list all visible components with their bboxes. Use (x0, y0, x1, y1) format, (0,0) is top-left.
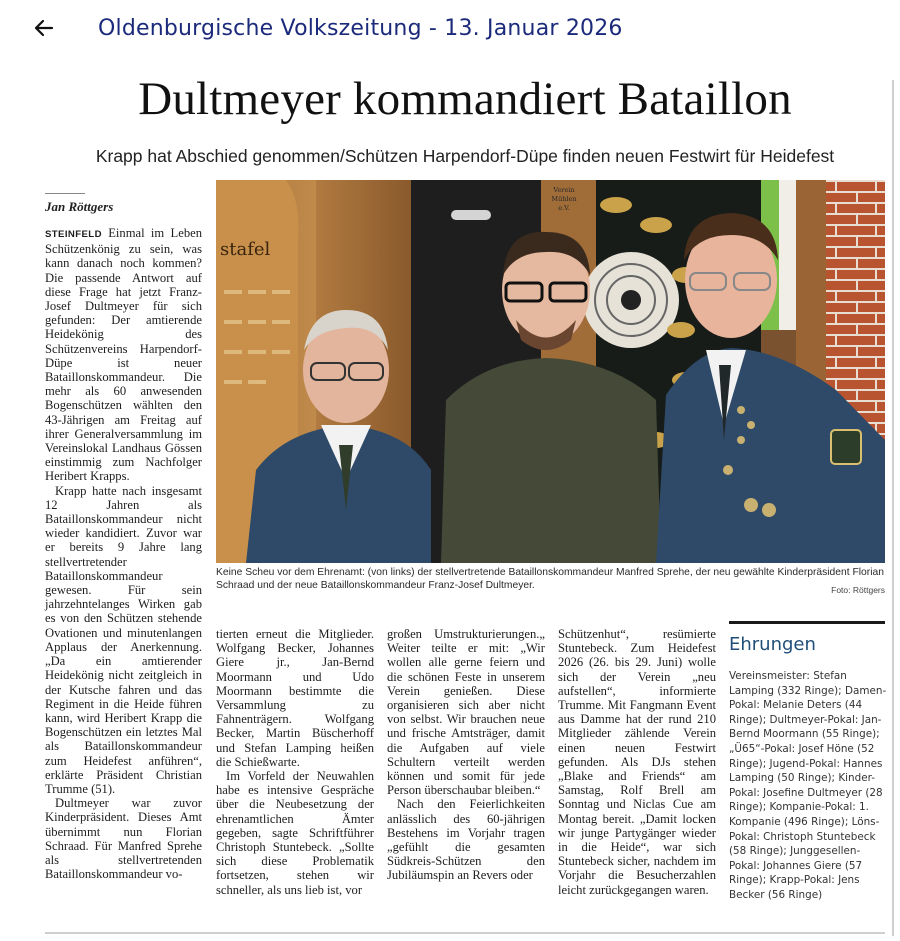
infobox-rule (729, 621, 885, 624)
article-headline: Dultmeyer kommandiert Bataillon (138, 73, 792, 125)
photo-caption: Keine Scheu vor dem Ehrenamt: (von links) der stellvertretende Bataillonskommandeur Manfred Sprehe, der neu gewählte Kinderpräsident Florian Schraad und der neue Bataillonskommandeur Franz-Josef Dultmeyer. (216, 567, 884, 591)
paragraph: Schützenhut“, resümierte Stuntebeck. Zum Heidefest 2026 (26. bis 29. Juni) wolle sich der Verein „neu aufstellen“, informierte Trumme. Mit Fangmann Event aus Damme hat der rund 210 Mitglieder zählende Verein einen neuen Festwirt gefunden. Als DJs stehen „Blake and Friends“ am Samstag, Rolf Brell am Sonntag und Niclas Cue am Montag bereit. „Damit locken wir junge Partygänger wieder in die Heide“, war sich Stuntebeck sicher, nachdem im Vorjahr die Besucherzahlen leicht zurückgegangen waren. (558, 627, 716, 897)
top-bar (0, 0, 900, 62)
article-photo (216, 180, 885, 563)
article-column-1 (45, 226, 202, 881)
paragraph: Dultmeyer war zuvor Kinderpräsident. Dieses Amt übernimmt nun Florian Schraad. Für Manfred Sprehe als stellvertretenden Bataillonskommandeur vo- (45, 796, 202, 882)
arrow-left-icon (30, 14, 58, 42)
article-subheadline: Krapp hat Abschied genommen/Schützen Harpendorf-Düpe finden neuen Festwirt für Heidefest (95, 146, 835, 166)
paragraph: Krapp hatte nach insgesamt 12 Jahren als Bataillonskommandeur nicht wieder kandidiert. Zuvor war er bereits 9 Jahre lang stellvertretender Bataillonskommandeur gewesen. Für sein jahrzehntelanges Wirken gab es von den Schützen stehende Ovationen und minutenlangen Applaus der Anerkennung. „Da ein amtierender Heidekönig nicht zeitgleich in der Kutsche fahren und das Regiment in die Heide führen kann, wird Heribert Krapp die Bogenschützen ein letztes Mal als Bataillonskommandeur zum Heidefest anführen“, erklärte Präsident Christian Trumme (51). (45, 483, 202, 796)
paragraph: tierten erneut die Mitglieder. Wolfgang Becker, Johannes Giere jr., Jan-Bernd Moormann und Udo Moormann bestimmte die Versammlung zu Fahnenträgern. Wolfgang Becker, Martin Büscherhoff und Stefan Lamping heißen die Schießwarte. (216, 627, 374, 769)
paragraph: Im Vorfeld der Neuwahlen habe es intensive Gespräche über die Neubesetzung der ehrenamtlichen Ämter gegeben, sagte Schriftführer Christoph Stuntebeck. „Sollte sich diese Problematik fortsetzen, stehen wir schneller, als uns lieb ist, vor (216, 769, 374, 897)
publication-title: Oldenburgische Volkszeitung - 13. Januar 2026 (98, 16, 623, 41)
column-divider (892, 80, 894, 936)
back-button[interactable] (30, 14, 58, 42)
banner-text: Verein Mühlen e.V. (551, 186, 577, 212)
article-column-3 (387, 627, 545, 883)
paragraph (45, 226, 202, 484)
article-column-4 (558, 627, 716, 897)
article-column-2 (216, 627, 374, 897)
photo-illustration (216, 180, 885, 563)
author-rule (45, 193, 85, 194)
paragraph-text: Einmal im Leben Schützenkönig zu sein, was kann danach noch kommen? Die passende Antwort auf diese Frage hat jetzt Franz-Josef Dultmeyer für sich gefunden: Der amtierende Heidekönig des Schützenvereins Harpendorf-Düpe ist neuer Bataillonskommandeur. Die mehr als 60 anwesenden Bogenschützen wählten den 43-Jährigen am Freitag auf ihrer Generalversammlung im Vereinslokal Landhaus Gössen einstimmig zum Nachfolger Heribert Krapps. (45, 226, 202, 484)
plaque-text: stafel (220, 239, 271, 260)
dateline: STEINFELD (45, 229, 102, 240)
infobox-title: Ehrungen (729, 634, 816, 655)
infobox-body: Vereinsmeister: Stefan Lamping (332 Ringe); Damen-Pokal: Melanie Deters (44 Ringe); Dultmeyer-Pokal: Jan-Bernd Moormann (55 Ringe); „Ü65“-Pokal: Josef Höne (52 Ringe); Jugend-Pokal: Hannes Lamping (50 Ringe); Kinder-Pokal: Josefine Dultmeyer (28 Ringe); Kompanie-Pokal: 1. Kompanie (496 Ringe); Löns-Pokal: Christoph Stuntebeck (58 Ringe); Junggesellen-Pokal: Johannes Giere (57 Ringe); Krapp-Pokal: Jens Becker (56 Ringe) (729, 670, 887, 901)
paragraph: Nach den Feierlichkeiten anlässlich des 60-jährigen Bestehens im Vorjahr tragen „gefühlt die gesamten Südkreis-Schützen den Jubiläumspin an Revers oder (387, 797, 545, 883)
photo-credit: Foto: Röttgers (831, 585, 885, 595)
paragraph: großen Umstrukturierungen.„ Weiter teilte er mit: „Wir wollen alle gerne feiern und die schönen Feste in unserem Verein genießen. Diese organisieren sich aber nicht von selbst. Wir brauchen neue und frische Amtsträger, damit die Aufgaben auf viele Schultern verteilt werden können und somit für jede Person überschaubar bleiben.“ (387, 627, 545, 798)
bottom-rule (45, 932, 885, 934)
author-byline: Jan Röttgers (45, 199, 114, 214)
